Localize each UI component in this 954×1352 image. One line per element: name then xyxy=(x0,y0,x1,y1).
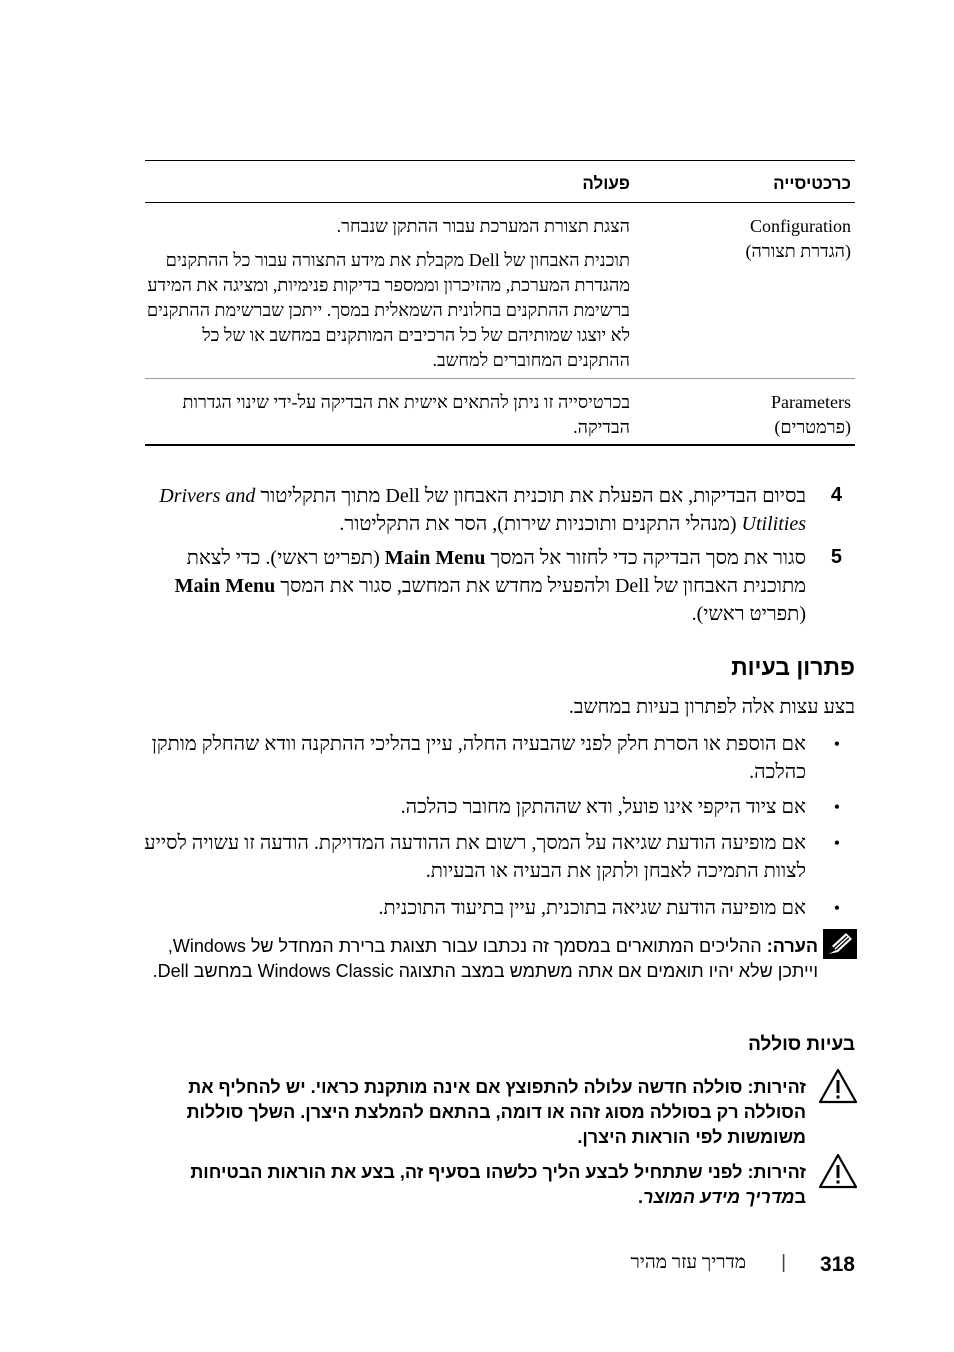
warning-triangle-icon xyxy=(818,1153,858,1189)
step-5-mid: (תפריט ראשי). כדי לצאת מתוכנית האבחון של Dell ולהפעיל מחדש את המחשב, סגור את המסך xyxy=(186,547,806,597)
config-name-he: (הגדרת תצורה) xyxy=(745,241,851,261)
battery-warning-2 xyxy=(146,1160,806,1210)
bullet-dot: • xyxy=(833,734,840,754)
warning-2-guide-name: מדריך מידע המוצר xyxy=(643,1187,795,1207)
bullet-item-2: אם ציוד היקפי אינו פועל, ודא שההתקן מחובר כהלכה. xyxy=(400,796,806,818)
warning-2-label: זהירות: xyxy=(747,1162,806,1182)
table-header-function: פעולה xyxy=(582,174,630,193)
note-pencil-icon xyxy=(823,929,857,959)
step-5-post: (תפריט ראשי). xyxy=(691,603,806,625)
step-4-post: (מנהלי התקנים ותוכניות שירות), הסר את התקליטור. xyxy=(339,513,742,535)
step-5-main-menu-1: Main Menu xyxy=(384,547,486,569)
table-row-rule xyxy=(145,378,855,379)
params-desc: בכרטיסייה זו ניתן להתאים אישית את הבדיקה על-ידי שינוי הגדרות הבדיקה. xyxy=(182,392,630,437)
warning-2-text: לפני שתתחיל לבצע הליך כלשהו בסעיף זה, בצע את הוראות הבטיחות ב xyxy=(190,1162,806,1207)
bullet-item-3: אם מופיעה הודעת שגיאה על המסך, רשום את ההודעה המדויקת. הודעה זו עשויה לסייע לצוות התמיכה לאבחן ולתקן את הבעיה או הבעיות. xyxy=(144,832,806,882)
battery-warning-1 xyxy=(146,1075,806,1150)
warning-2-end: . xyxy=(637,1187,643,1207)
battery-problems-heading: בעיות סוללה xyxy=(748,1034,855,1055)
note-body: ההליכים המתוארים במסמך זה נכתבו עבור תצוגת ברירת המחדל של Windows, וייתכן שלא יהיו תואמים אם אתה משתמש במצב התצוגה Windows Classic במחשב Dell. xyxy=(152,936,818,981)
bullet-dot: • xyxy=(833,797,840,817)
bullet-item-4: אם מופיעה הודעת שגיאה בתוכנית, עיין בתיעוד התוכנית. xyxy=(378,897,806,919)
table-row-configuration-name xyxy=(651,214,851,264)
warning-triangle-icon xyxy=(818,1068,858,1104)
bullet-dot: • xyxy=(833,833,840,853)
table-header-characteristic: כרכטיסייה xyxy=(773,174,851,193)
bullet-item-1: אם הוספת או הסרת חלק לפני שהבעיה החלה, עיין בהליכי ההתקנה וודא שהחלק מותקן כהלכה. xyxy=(151,733,806,783)
step-number-4: 4 xyxy=(830,484,842,506)
step-5-pre: סגור את מסך הבדיקה כדי לחזור אל המסך xyxy=(485,547,806,569)
page-number: 318 xyxy=(819,1253,855,1276)
step-5-text xyxy=(134,544,806,628)
step-4-cd-name: Drivers and Utilities xyxy=(159,485,806,535)
params-name-en: Parameters xyxy=(771,392,851,412)
table-top-rule xyxy=(145,160,855,161)
footer-book-title: מדריך עזר מהיר xyxy=(630,1252,746,1273)
config-desc-2: תוכנית האבחון של Dell מקבלת את מידע התצורה עבור כל ההתקנים מהגדרת המערכת, מהזיכרון וממספר בדיקות פנימיות, ומציגה את המידע ברשימת ההתקנים בחלונית השמאלית במסך. ייתכן שברשימת ההתקנים לא יוצגו שמותיהם של כל הרכיבים המותקנים במחשב או של כל ההתקנים המחוברים למחשב. xyxy=(146,250,630,370)
note-label: הערה: xyxy=(766,936,818,956)
table-row-configuration-desc xyxy=(145,214,630,382)
table-row-parameters-name xyxy=(651,390,851,440)
warning-1-text: סוללה חדשה עלולה להתפוצץ אם אינה מותקנת כראוי. יש להחליף את הסוללה רק בסוללה מסוג זהה או דומה, בהתאם להמלצת היצרן. השלך סוללות משומשות לפי הוראות היצרן. xyxy=(186,1077,806,1147)
config-desc-1: הצגת תצורת המערכת עבור ההתקן שנבחר. xyxy=(336,216,630,236)
note-text xyxy=(150,934,818,984)
step-5-main-menu-2: Main Menu xyxy=(174,575,276,597)
step-4-text xyxy=(134,482,806,538)
params-name-he: (פרמטרים) xyxy=(774,417,851,437)
footer-separator: | xyxy=(781,1252,786,1273)
table-header-rule xyxy=(145,202,855,203)
warning-1-label: זהירות: xyxy=(747,1077,806,1097)
bullet-dot: • xyxy=(833,898,840,918)
troubleshooting-heading: פתרון בעיות xyxy=(731,654,855,680)
table-row-parameters-desc xyxy=(145,390,630,449)
table-bottom-rule xyxy=(145,444,855,446)
step-number-5: 5 xyxy=(830,546,842,568)
config-name-en: Configuration xyxy=(750,216,851,236)
step-4-pre: בסיום הבדיקות, אם הפעלת את תוכנית האבחון של Dell מתוך התקליטור xyxy=(255,485,806,507)
troubleshooting-intro: בצע עצות אלה לפתרון בעיות במחשב. xyxy=(568,696,855,718)
